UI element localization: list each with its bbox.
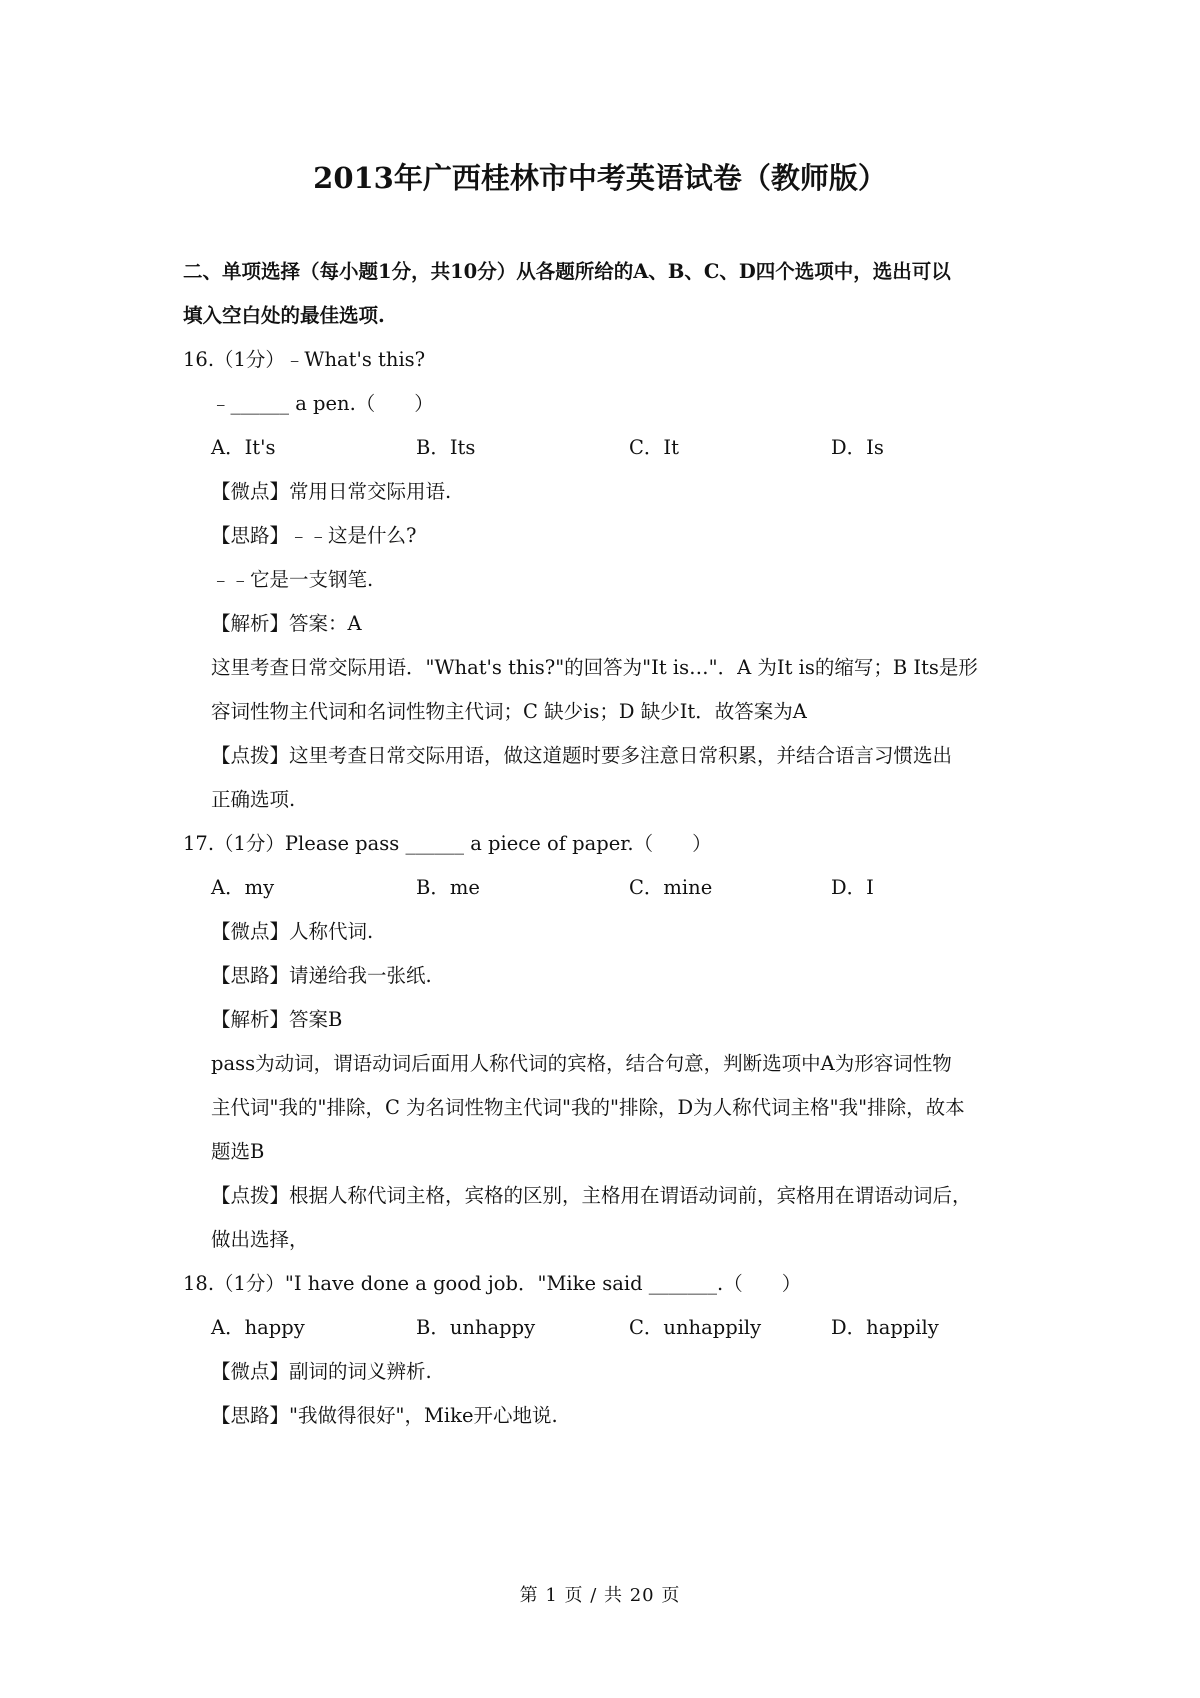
dianbo-line: 做出选择， — [211, 1228, 309, 1251]
option-c: C．It — [629, 436, 679, 459]
question-stem: 17.（1分）Please pass ______ a piece of paper.（ ） — [183, 832, 712, 855]
question-stem: ﹣______ a pen.（ ） — [211, 392, 434, 415]
explanation-line: pass为动词，谓语动词后面用人称代词的宾格，结合句意，判断选项中A为形容词性物 — [211, 1052, 952, 1075]
weidian-line: 【微点】人称代词. — [211, 920, 374, 943]
option-a: A．happy — [211, 1316, 305, 1339]
jiexi-line: 【解析】答案：A — [211, 612, 362, 635]
weidian-line: 【微点】副词的词义辨析. — [211, 1360, 432, 1383]
explanation-line: 题选B — [211, 1140, 265, 1163]
explanation-line: 容词性物主代词和名词性物主代词；C 缺少is；D 缺少It．故答案为A — [211, 700, 807, 723]
option-b: B．unhappy — [416, 1316, 536, 1339]
option-b: B．me — [416, 876, 480, 899]
section-heading-line-1: 二、单项选择（每小题1分，共10分）从各题所给的A、B、C、D四个选项中，选出可以 — [183, 260, 951, 283]
option-c: C．unhappily — [629, 1316, 762, 1339]
weidian-line: 【微点】常用日常交际用语. — [211, 480, 452, 503]
option-b: B．Its — [416, 436, 476, 459]
jiexi-line: 【解析】答案B — [211, 1008, 343, 1031]
option-d: D．happily — [831, 1316, 939, 1339]
option-a: A．It's — [211, 436, 276, 459]
silu-line: 【思路】﹣﹣这是什么? — [211, 524, 417, 547]
dianbo-line: 【点拨】这里考查日常交际用语，做这道题时要多注意日常积累，并结合语言习惯选出 — [211, 744, 953, 767]
silu-line: 【思路】"我做得很好"，Mike开心地说. — [211, 1404, 558, 1427]
explanation-line: 这里考查日常交际用语．"What's this?"的回答为"It is…"．A 为It is的缩写；B Its是形 — [211, 656, 978, 679]
page-title: 2013年广西桂林市中考英语试卷（教师版） — [313, 161, 887, 195]
section-heading-line-2: 填入空白处的最佳选项. — [183, 304, 385, 327]
option-a: A．my — [211, 876, 275, 899]
dianbo-line: 【点拨】根据人称代词主格，宾格的区别，主格用在谓语动词前，宾格用在谓语动词后， — [211, 1184, 972, 1207]
question-stem: 16.（1分）﹣What's this? — [183, 348, 426, 371]
silu-line: 【思路】请递给我一张纸. — [211, 964, 432, 987]
option-d: D．Is — [831, 436, 884, 459]
dianbo-line: 正确选项. — [211, 788, 296, 811]
page-footer: 第 1 页 / 共 20 页 — [519, 1585, 681, 1606]
explanation-line: 主代词"我的"排除，C 为名词性物主代词"我的"排除，D为人称代词主格"我"排除，故本 — [211, 1096, 965, 1119]
option-d: D．I — [831, 876, 874, 899]
silu-line: ﹣﹣它是一支钢笔. — [211, 568, 374, 591]
option-c: C．mine — [629, 876, 713, 899]
question-stem: 18.（1分）"I have done a good job．"Mike said _______.（ ） — [183, 1272, 802, 1295]
